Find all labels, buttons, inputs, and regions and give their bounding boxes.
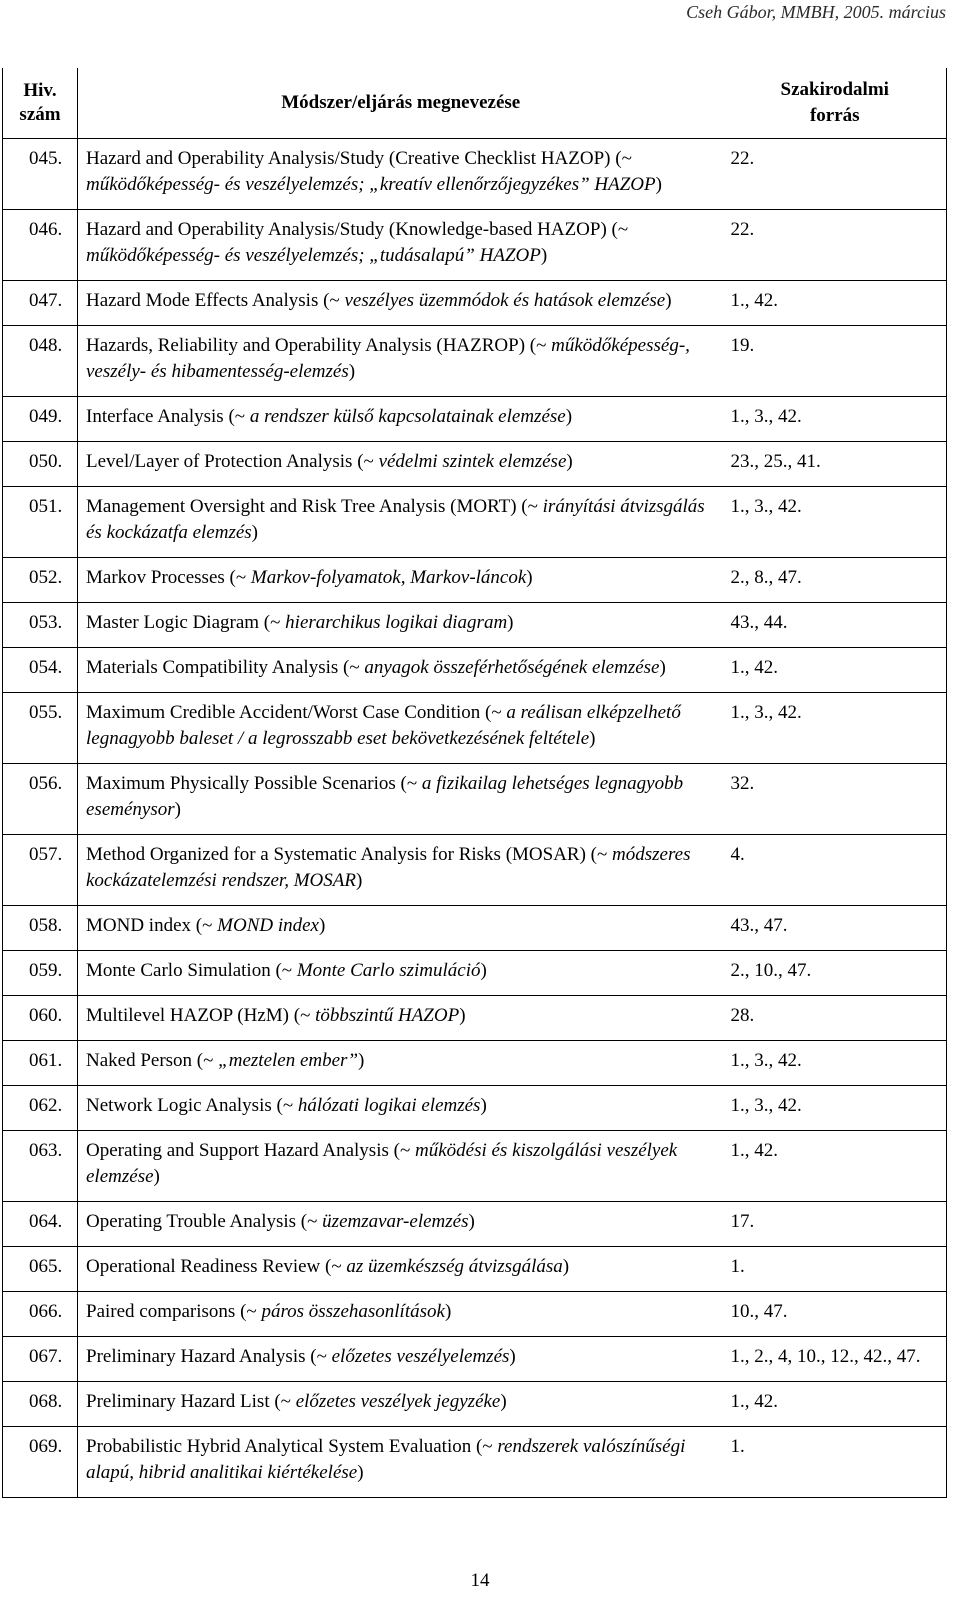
method-name: [78, 558, 724, 603]
table-row: [3, 281, 947, 326]
method-name-hungarian: a fizikailag lehetséges legnagyobb eseménysor: [86, 773, 684, 820]
method-name: [78, 1382, 724, 1427]
method-name: [78, 1292, 724, 1337]
method-name: [78, 693, 724, 764]
reference-source: 43., 44.: [724, 603, 947, 648]
method-name-english: Probabilistic Hybrid Analytical System Evaluation (~: [86, 1436, 498, 1457]
method-name: [78, 326, 724, 397]
method-name-hungarian: működési és kiszolgálási veszélyek elemzése: [86, 1140, 678, 1187]
method-name-close: ): [358, 1050, 365, 1071]
table-row: [3, 1202, 947, 1247]
reference-source: 1.: [724, 1427, 947, 1498]
row-number: 066.: [3, 1292, 78, 1337]
reference-source: 4.: [724, 835, 947, 906]
table-header-row: [3, 68, 947, 139]
method-name: [78, 996, 724, 1041]
row-number: 059.: [3, 951, 78, 996]
column-header-num-line1: Hiv.: [23, 80, 57, 101]
method-name: [78, 1086, 724, 1131]
method-name-close: ): [174, 799, 181, 820]
method-name-close: ): [655, 174, 662, 195]
row-number: 062.: [3, 1086, 78, 1131]
method-name-hungarian: rendszerek valószínűségi alapú, hibrid analitikai kiértékelése: [86, 1436, 686, 1483]
method-name: [78, 281, 724, 326]
method-name-close: ): [318, 915, 326, 936]
table-row: [3, 693, 947, 764]
method-name-close: ): [565, 406, 573, 427]
method-name-english: Operational Readiness Review (~: [86, 1256, 347, 1277]
method-name-close: ): [562, 1256, 570, 1277]
method-name: [78, 487, 724, 558]
method-name-english: Monte Carlo Simulation (~: [86, 960, 297, 981]
method-name-english: Hazard and Operability Analysis/Study (Knowledge-based HAZOP) (~: [86, 219, 629, 240]
method-name-close: ): [480, 1095, 487, 1116]
reference-source: 1.: [724, 1247, 947, 1292]
table-row: [3, 648, 947, 693]
table-body: [3, 139, 947, 1498]
table-row: [3, 558, 947, 603]
row-number: 057.: [3, 835, 78, 906]
method-name-hungarian: az üzemkészség átvizsgálása: [346, 1256, 563, 1277]
method-name-hungarian: páros összehasonlítások: [261, 1301, 445, 1322]
reference-source: 1., 2., 4, 10., 12., 42., 47.: [724, 1337, 947, 1382]
document-header: Cseh Gábor, MMBH, 2005. március: [686, 2, 946, 22]
table-row: [3, 996, 947, 1041]
method-name-hungarian: hierarchikus logikai diagram: [285, 612, 508, 633]
method-name-english: Management Oversight and Risk Tree Analysis (MORT) (~: [86, 496, 543, 517]
method-name-english: MOND index (~: [86, 915, 218, 936]
method-name-close: ): [444, 1301, 452, 1322]
method-name-hungarian: működőképesség-, veszély- és hibamentesség-elemzés: [86, 335, 690, 382]
method-name: [78, 1041, 724, 1086]
method-name-hungarian: Monte Carlo szimuláció: [296, 960, 481, 981]
table-row: [3, 603, 947, 648]
column-header-num-line2: szám: [19, 104, 61, 125]
table-row: [3, 1337, 947, 1382]
method-name-close: ): [480, 960, 487, 981]
method-name: [78, 648, 724, 693]
method-name-hungarian: a reálisan elképzelhető legnagyobb baleset / a legrosszabb eset bekövetkezésének feltétele: [86, 702, 681, 749]
table-row: [3, 1086, 947, 1131]
table-row: [3, 1382, 947, 1427]
reference-source: 28.: [724, 996, 947, 1041]
method-name: [78, 764, 724, 835]
method-name-hungarian: működőképesség- és veszélyelemzés; „tudásalapú” HAZOP: [86, 245, 541, 266]
method-name-hungarian: veszélyes üzemmódok és hatások elemzése: [344, 290, 666, 311]
method-name-english: Hazard Mode Effects Analysis (~: [86, 290, 345, 311]
table-row: [3, 397, 947, 442]
column-header-ref-line1: Szakirodalmi: [780, 79, 889, 100]
method-name-close: ): [355, 870, 363, 891]
method-name-hungarian: anyagok összeférhetőségének elemzése: [364, 657, 660, 678]
table-row: [3, 1247, 947, 1292]
row-number: 045.: [3, 139, 78, 210]
row-number: 068.: [3, 1382, 78, 1427]
row-number: 049.: [3, 397, 78, 442]
reference-source: 1., 42.: [724, 648, 947, 693]
table-row: [3, 1427, 947, 1498]
reference-source: 1., 42.: [724, 281, 947, 326]
row-number: 067.: [3, 1337, 78, 1382]
row-number: 060.: [3, 996, 78, 1041]
row-number: 064.: [3, 1202, 78, 1247]
method-name-hungarian: módszeres kockázatelemzési rendszer, MOSAR: [86, 844, 691, 891]
reference-source: 10., 47.: [724, 1292, 947, 1337]
method-name: [78, 906, 724, 951]
method-name-close: ): [665, 290, 672, 311]
method-name: [78, 1427, 724, 1498]
method-name-hungarian: védelmi szintek elemzése: [378, 451, 567, 472]
method-name-english: Network Logic Analysis (~: [86, 1095, 298, 1116]
table-row: [3, 210, 947, 281]
method-name: [78, 1202, 724, 1247]
reference-source: 2., 10., 47.: [724, 951, 947, 996]
table-row: [3, 1041, 947, 1086]
method-name-close: ): [659, 657, 666, 678]
column-header-num: [3, 68, 78, 139]
method-name-english: Hazards, Reliability and Operability Analysis (HAZROP) (~: [86, 335, 552, 356]
method-name-hungarian: előzetes veszélyelemzés: [331, 1346, 510, 1367]
method-name-close: ): [566, 451, 573, 472]
reference-source: 2., 8., 47.: [724, 558, 947, 603]
reference-source: 22.: [724, 210, 947, 281]
method-name-english: Preliminary Hazard Analysis (~: [86, 1346, 332, 1367]
row-number: 046.: [3, 210, 78, 281]
method-name-close: ): [526, 567, 533, 588]
method-name-close: ): [153, 1166, 160, 1187]
method-name-english: Paired comparisons (~: [86, 1301, 262, 1322]
method-name-english: Method Organized for a Systematic Analysis for Risks (MOSAR) (~: [86, 844, 613, 865]
method-name-close: ): [468, 1211, 475, 1232]
row-number: 047.: [3, 281, 78, 326]
method-name: [78, 951, 724, 996]
method-name-english: Materials Compatibility Analysis (~: [86, 657, 365, 678]
method-name-close: ): [509, 1346, 516, 1367]
method-name-hungarian: „meztelen ember”: [218, 1050, 359, 1071]
table-row: [3, 1131, 947, 1202]
reference-source: 1., 3., 42.: [724, 1086, 947, 1131]
column-header-name: Módszer/eljárás megnevezése: [78, 68, 724, 139]
method-name-hungarian: MOND index: [217, 915, 319, 936]
reference-source: 22.: [730, 148, 755, 169]
method-name-hungarian: előzetes veszélyek jegyzéke: [295, 1391, 501, 1412]
row-number: 053.: [3, 603, 78, 648]
method-name-english: Maximum Physically Possible Scenarios (~: [86, 773, 422, 794]
column-header-ref-line2: forrás: [809, 105, 860, 126]
reference-source: 1., 3., 42.: [724, 693, 947, 764]
reference-source: 1., 42.: [724, 1382, 947, 1427]
table-row: [3, 139, 947, 210]
table-row: [3, 1292, 947, 1337]
table-row: [3, 764, 947, 835]
method-name: [78, 835, 724, 906]
row-number: 065.: [3, 1247, 78, 1292]
method-name: [78, 1131, 724, 1202]
column-header-ref: [724, 68, 947, 139]
row-number: 048.: [3, 326, 78, 397]
table-row: [3, 951, 947, 996]
method-name-english: Naked Person (~: [86, 1050, 219, 1071]
method-name-english: Operating Trouble Analysis (~: [86, 1211, 323, 1232]
row-number: 069.: [3, 1427, 78, 1498]
reference-source: 17.: [724, 1202, 947, 1247]
method-name-hungarian: irányítási átvizsgálás és kockázatfa elemzés: [86, 496, 705, 543]
method-name: [78, 442, 724, 487]
method-name-hungarian: hálózati logikai elemzés: [297, 1095, 481, 1116]
method-name-english: Markov Processes (~: [86, 567, 251, 588]
row-number: 052.: [3, 558, 78, 603]
method-name: [78, 603, 724, 648]
methods-table: [2, 68, 947, 1498]
reference-source: 43., 47.: [724, 906, 947, 951]
reference-source: 23., 25., 41.: [724, 442, 947, 487]
method-name-hungarian: üzemzavar-elemzés: [322, 1211, 469, 1232]
method-name-close: ): [589, 728, 596, 749]
method-name-english: Maximum Credible Accident/Worst Case Condition (~: [86, 702, 507, 723]
method-name-close: ): [357, 1462, 364, 1483]
method-name-english: Master Logic Diagram (~: [86, 612, 286, 633]
method-name: [78, 139, 724, 210]
row-number: 051.: [3, 487, 78, 558]
method-name-close: ): [348, 361, 356, 382]
reference-source: 1., 42.: [724, 1131, 947, 1202]
method-name-english: Preliminary Hazard List (~: [86, 1391, 296, 1412]
table-row: [3, 487, 947, 558]
table-row: [3, 906, 947, 951]
reference-source: 19.: [724, 326, 947, 397]
method-name: [78, 210, 724, 281]
method-name-close: ): [459, 1005, 466, 1026]
method-name-hungarian: működőképesség- és veszélyelemzés; „kreatív ellenőrzőjegyzékes” HAZOP: [86, 174, 656, 195]
method-name-english: Level/Layer of Protection Analysis (~: [86, 451, 379, 472]
method-name-english: Hazard and Operability Analysis/Study (Creative Checklist HAZOP) (~: [86, 148, 632, 169]
row-number: 056.: [3, 764, 78, 835]
reference-source: 1., 3., 42.: [724, 397, 947, 442]
reference-source: 32.: [724, 764, 947, 835]
reference-source: 1., 3., 42.: [724, 487, 947, 558]
method-name-english: Multilevel HAZOP (HzM) (~: [86, 1005, 316, 1026]
row-number: 054.: [3, 648, 78, 693]
row-number: 061.: [3, 1041, 78, 1086]
method-name-close: ): [500, 1391, 507, 1412]
row-number: 058.: [3, 906, 78, 951]
row-number: 050.: [3, 442, 78, 487]
method-name-hungarian: Markov-folyamatok, Markov-láncok: [250, 567, 527, 588]
table-row: [3, 442, 947, 487]
reference-source: 1., 3., 42.: [724, 1041, 947, 1086]
method-name-english: Operating and Support Hazard Analysis (~: [86, 1140, 415, 1161]
method-name-english: Interface Analysis (~: [86, 406, 250, 427]
table-row: [3, 326, 947, 397]
method-name: [78, 397, 724, 442]
table-row: [3, 835, 947, 906]
method-name: [78, 1337, 724, 1382]
method-name-close: ): [540, 245, 548, 266]
method-name-hungarian: a rendszer külső kapcsolatainak elemzése: [249, 406, 566, 427]
row-number: 055.: [3, 693, 78, 764]
page-number: 14: [470, 1570, 490, 1591]
method-name-close: ): [251, 522, 258, 543]
method-name: [78, 1247, 724, 1292]
method-name-close: ): [507, 612, 514, 633]
method-name-hungarian: többszintű HAZOP: [315, 1005, 460, 1026]
row-number: 063.: [3, 1131, 78, 1202]
